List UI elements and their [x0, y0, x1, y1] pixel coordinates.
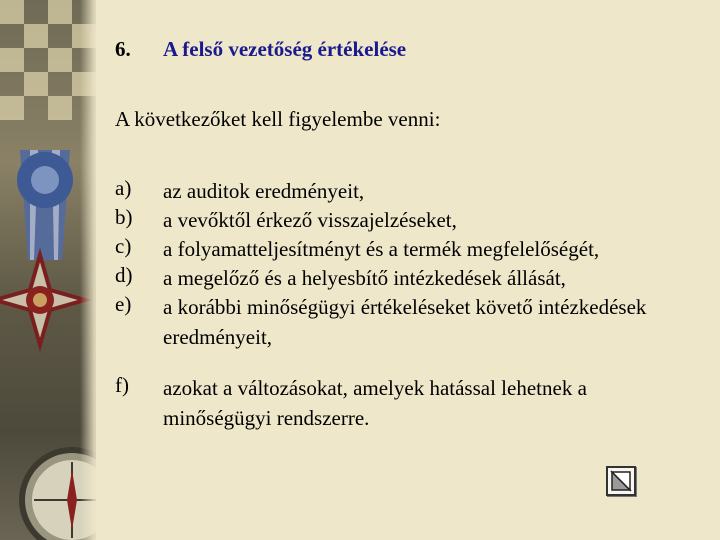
- list-marker: a): [115, 176, 132, 200]
- back-button[interactable]: [606, 466, 636, 496]
- list-marker: f): [115, 373, 129, 397]
- list-marker: d): [115, 263, 133, 287]
- list-item-text: az auditok eredményeit,: [163, 179, 365, 203]
- slide-title: A felső vezetőség értékelése: [163, 37, 407, 61]
- back-triangle-icon: [610, 470, 632, 492]
- sidebar-fade: [80, 0, 96, 540]
- intro-text: A következőket kell figyelembe venni:: [115, 107, 441, 131]
- list-marker: b): [115, 205, 133, 229]
- list-marker: e): [115, 292, 132, 316]
- list-item-text: azokat a változásokat, amelyek hatással lehetnek a minőségügyi rendszerre.: [163, 376, 587, 430]
- slide-number: 6.: [115, 37, 131, 61]
- medal-cross-icon: [0, 255, 85, 345]
- list-item-text: a vevőktől érkező visszajelzéseket,: [163, 208, 457, 232]
- decorative-sidebar-image: [0, 0, 96, 540]
- list-marker: c): [115, 234, 132, 258]
- list-item-text: a korábbi minőségügyi értékeléseket követő intézkedések eredményeit,: [163, 295, 647, 349]
- list-item-text: a folyamatteljesítményt és a termék megfelelőségét,: [163, 237, 600, 261]
- list-item-text: a megelőző és a helyesbítő intézkedések állását,: [163, 266, 566, 290]
